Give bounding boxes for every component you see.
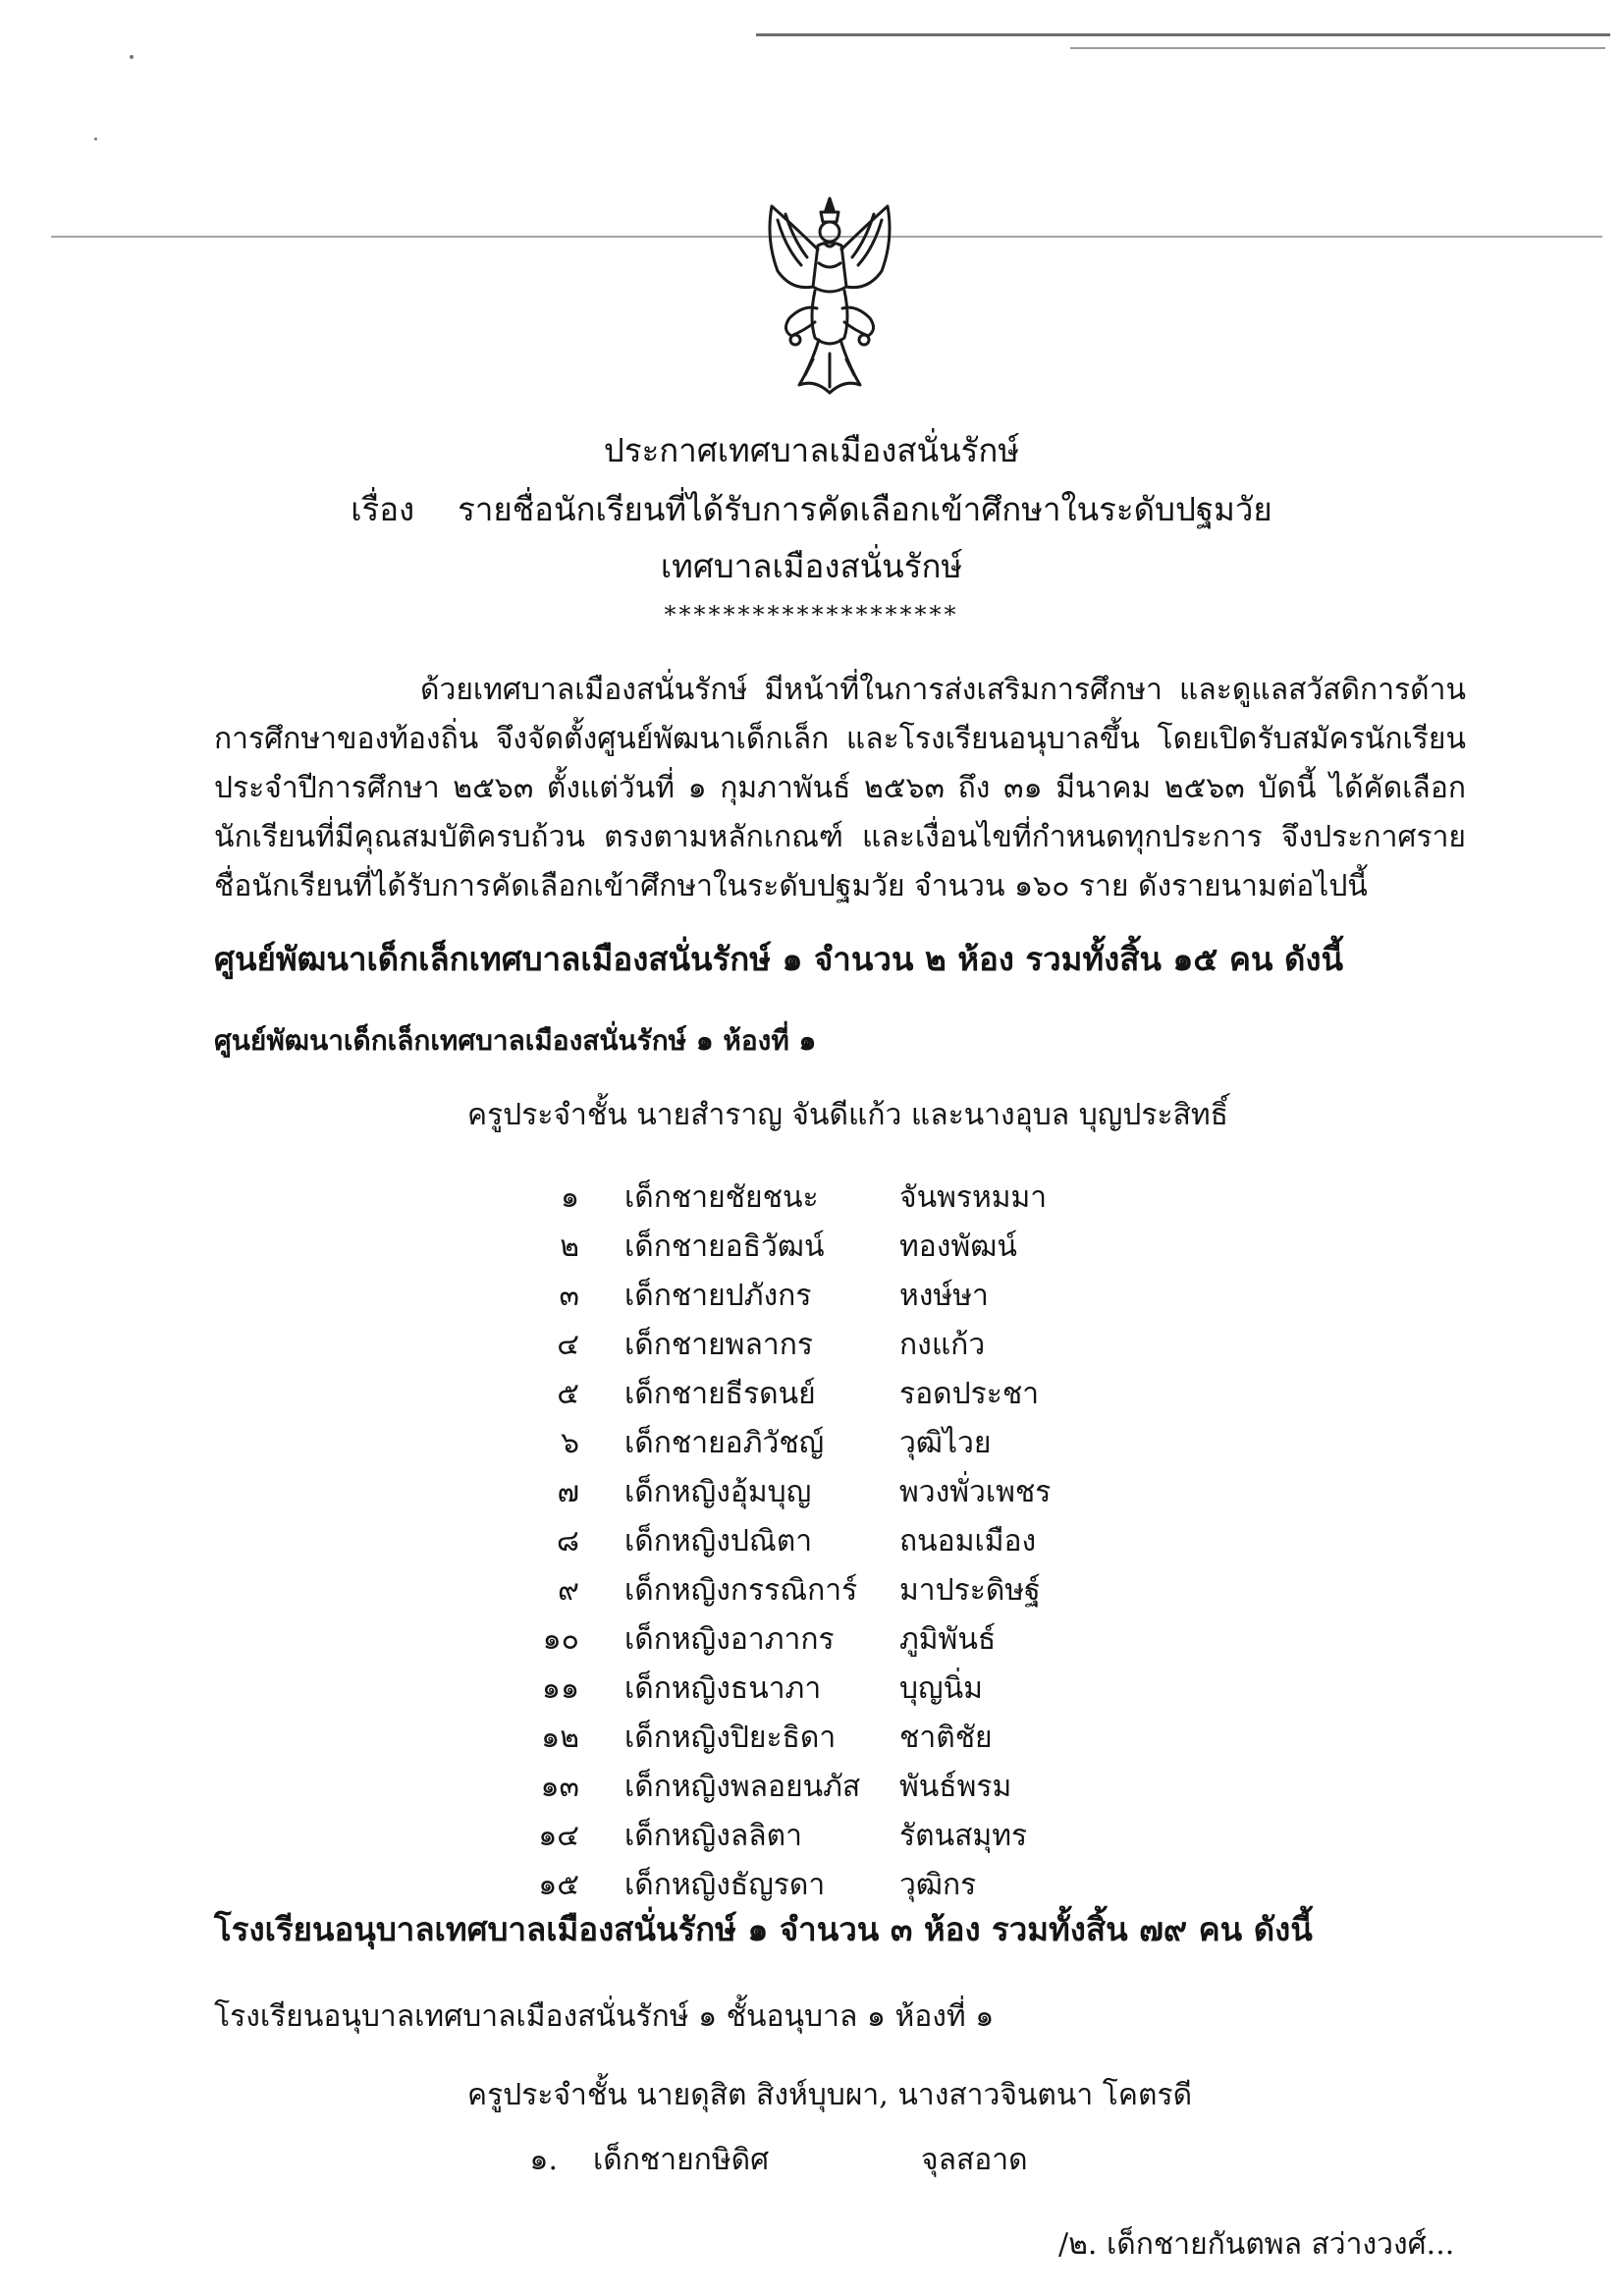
- student-number: ๔: [557, 1328, 579, 1362]
- student-row: [0, 1764, 1623, 1813]
- student-last-name: วุฒิกร: [899, 1868, 977, 1902]
- student-last-name: วุฒิไวย: [899, 1426, 992, 1460]
- student-number: ๓: [559, 1279, 579, 1313]
- garuda-emblem: [756, 192, 903, 399]
- student-row: [0, 1567, 1623, 1616]
- student-last-name: จุลสอาด: [921, 2143, 1028, 2177]
- student-last-name: ทองพัฒน์: [899, 1230, 1017, 1264]
- student-first-name: เด็กหญิงธัญรดา: [624, 1868, 826, 1902]
- section2-room-heading: โรงเรียนอนุบาลเทศบาลเมืองสนั่นรักษ์ ๑ ชั้นอนุบาล ๑ ห้องที่ ๑: [214, 1999, 995, 2034]
- student-first-name: เด็กหญิงพลอยนภัส: [624, 1770, 861, 1804]
- student-number: ๑๑: [541, 1671, 579, 1706]
- student-first-name: เด็กหญิงลลิตา: [624, 1819, 802, 1853]
- continuation-footer: /๒. เด็กชายกันตพล สว่างวงศ์...: [1058, 2227, 1455, 2262]
- student-first-name: เด็กหญิงกรรณิการ์: [624, 1573, 858, 1608]
- student-row: [0, 1616, 1623, 1666]
- student-first-name: เด็กชายปภังกร: [624, 1279, 812, 1313]
- student-last-name: รอดประชา: [899, 1377, 1040, 1411]
- student-last-name: หงษ์ษา: [899, 1279, 989, 1313]
- student-last-name: พวงพั่วเพชร: [899, 1475, 1052, 1509]
- student-row: [0, 1469, 1623, 1518]
- student-last-name: ชาติชัย: [899, 1721, 993, 1755]
- student-row: [0, 1518, 1623, 1567]
- section1-teachers: ครูประจำชั้น นายสำราญ จันดีแก้ว และนางอุบล บุญประสิทธิ์: [467, 1098, 1228, 1132]
- separator: ********************: [664, 601, 959, 629]
- student-row: [0, 1420, 1623, 1469]
- student-number: ๑๐: [542, 1622, 579, 1657]
- student-row: [0, 2137, 1623, 2186]
- student-last-name: พันธ์พรม: [899, 1770, 1012, 1804]
- top-rule: [756, 33, 1610, 36]
- student-last-name: กงแก้ว: [899, 1328, 986, 1362]
- top-rule-short: [1070, 47, 1605, 49]
- student-first-name: เด็กชายอธิวัฒน์: [624, 1230, 825, 1264]
- scan-speck: [94, 137, 97, 140]
- student-first-name: เด็กหญิงอาภากร: [624, 1622, 835, 1657]
- student-first-name: เด็กชายธีรดนย์: [624, 1377, 816, 1411]
- student-row: [0, 1666, 1623, 1715]
- student-first-name: เด็กหญิงธนาภา: [624, 1671, 822, 1706]
- student-number: ๑๒: [541, 1721, 579, 1755]
- student-first-name: เด็กหญิงปิยะธิดา: [624, 1721, 837, 1755]
- student-number: ๑.: [529, 2143, 558, 2177]
- student-number: ๑: [560, 1180, 579, 1215]
- student-last-name: ภูมิพันธ์: [899, 1622, 997, 1657]
- section1-room-heading: ศูนย์พัฒนาเด็กเล็กเทศบาลเมืองสนั่นรักษ์ ๑ ห้องที่ ๑: [214, 1024, 817, 1057]
- student-last-name: ถนอมเมือง: [899, 1524, 1037, 1558]
- subject-label: เรื่อง: [351, 490, 415, 528]
- student-row: [0, 1322, 1623, 1371]
- student-number: ๘: [556, 1524, 579, 1558]
- announcement-subject: [0, 483, 1623, 535]
- section2-teachers: ครูประจำชั้น นายดุสิต สิงห์บุบผา, นางสาวจินตนา โคตรดี: [467, 2078, 1193, 2112]
- section1-heading: ศูนย์พัฒนาเด็กเล็กเทศบาลเมืองสนั่นรักษ์ ๑ จำนวน ๒ ห้อง รวมทั้งสิ้น ๑๕ คน ดังนี้: [214, 940, 1344, 978]
- student-row: [0, 1715, 1623, 1764]
- student-last-name: มาประดิษฐ์: [899, 1573, 1041, 1608]
- student-last-name: รัตนสมุทร: [899, 1819, 1028, 1853]
- student-number: ๕: [557, 1377, 579, 1411]
- student-number: ๒: [560, 1230, 579, 1264]
- section2-heading: โรงเรียนอนุบาลเทศบาลเมืองสนั่นรักษ์ ๑ จำนวน ๓ ห้อง รวมทั้งสิ้น ๗๙ คน ดังนี้: [214, 1910, 1313, 1948]
- intro-paragraph: ด้วยเทศบาลเมืองสนั่นรักษ์ มีหน้าที่ในการส่งเสริมการศึกษา และดูแลสวัสดิการด้านการศึกษาของท้องถิ่น จึงจัดตั้งศูนย์พัฒนาเด็กเล็ก และโรงเรียนอนุบาลขึ้น โดยเปิดรับสมัครนักเรียน ประจำปีการศึกษา ๒๕๖๓ ตั้งแต่วันที่ ๑ กุมภาพันธ์ ๒๕๖๓ ถึง ๓๑ มีนาคม ๒๕๖๓ บัดนี้ ได้คัดเลือกนักเรียนที่มีคุณสมบัติครบถ้วน ตรงตามหลักเกณฑ์ และเงื่อนไขที่กำหนดทุกประการ จึงประกาศรายชื่อนักเรียนที่ได้รับการคัดเลือกเข้าศึกษาในระดับปฐมวัย จำนวน ๑๖๐ ราย ดังรายนามต่อไปนี้: [214, 673, 1466, 903]
- student-first-name: เด็กหญิงอุ้มบุญ: [624, 1475, 812, 1509]
- student-first-name: เด็กชายพลากร: [624, 1328, 813, 1362]
- announcement-title: ประกาศเทศบาลเมืองสนั่นรักษ์: [603, 431, 1020, 469]
- student-first-name: เด็กชายอภิวัชญ์: [624, 1426, 825, 1460]
- student-number: ๑๓: [540, 1770, 579, 1804]
- student-number: ๑๔: [538, 1819, 579, 1853]
- announcement-issuer: เทศบาลเมืองสนั่นรักษ์: [660, 547, 963, 585]
- subject-text: รายชื่อนักเรียนที่ได้รับการคัดเลือกเข้าศึกษาในระดับปฐมวัย: [458, 490, 1272, 528]
- student-row: [0, 1371, 1623, 1420]
- student-row: [0, 1224, 1623, 1273]
- student-number: ๖: [560, 1426, 579, 1460]
- student-number: ๙: [558, 1573, 579, 1608]
- student-number: ๑๕: [538, 1868, 579, 1902]
- student-first-name: เด็กหญิงปณิตา: [624, 1524, 813, 1558]
- student-last-name: จันพรหมมา: [899, 1180, 1048, 1215]
- student-row: [0, 1175, 1623, 1224]
- student-number: ๗: [557, 1475, 579, 1509]
- student-last-name: บุญนิ่ม: [899, 1671, 983, 1706]
- student-first-name: เด็กชายกษิดิศ: [593, 2143, 770, 2177]
- student-row: [0, 1813, 1623, 1862]
- student-row: [0, 1273, 1623, 1322]
- student-first-name: เด็กชายชัยชนะ: [624, 1180, 819, 1215]
- scan-speck: [130, 55, 134, 59]
